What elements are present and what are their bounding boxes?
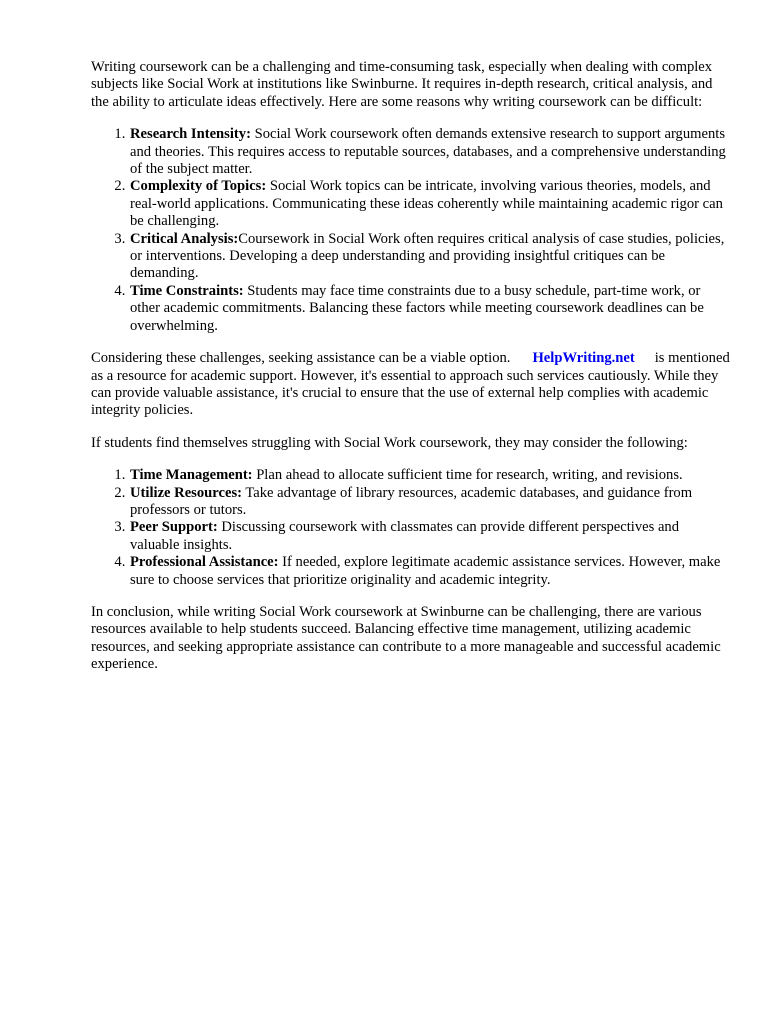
assistance-paragraph bbox=[91, 350, 731, 420]
list-item-text: Social Work coursework often demands extensive research to support arguments and theories. This requires access to reputable sources, databases, and a comprehensive understanding of the subject matter. bbox=[130, 126, 726, 178]
list-item-term: Time Management: bbox=[130, 467, 253, 484]
list-item bbox=[129, 178, 731, 230]
list-item bbox=[129, 554, 731, 589]
assistance-text-before: Considering these challenges, seeking assistance can be a viable option. bbox=[91, 350, 511, 367]
intro-paragraph: Writing coursework can be a challenging and time-consuming task, especially when dealing with complex subjects like Social Work at institutions like Swinburne. It requires in-depth research, critical analysis, and the ability to articulate ideas effectively. Here are some reasons why writing coursework can be difficult: bbox=[91, 59, 713, 110]
list-item-term: Peer Support: bbox=[130, 519, 218, 536]
list-item-term: Complexity of Topics: bbox=[130, 178, 267, 195]
list-item-term: Professional Assistance: bbox=[130, 554, 279, 571]
list-item bbox=[129, 283, 731, 335]
list-item-term: Utilize Resources: bbox=[130, 484, 242, 501]
list-item-text: If needed, explore legitimate academic assistance services. However, make sure to choose services that prioritize originality and academic integrity. bbox=[130, 554, 721, 588]
list-item-text: Plan ahead to allocate sufficient time for research, writing, and revisions. bbox=[252, 467, 683, 484]
tips-list bbox=[91, 467, 731, 589]
list-item-text: Social Work topics can be intricate, involving various theories, models, and real-world applications. Communicating these ideas coherently while maintaining academic rigor can be challenging. bbox=[130, 178, 723, 230]
list-item-text: Take advantage of library resources, academic databases, and guidance from professors or tutors. bbox=[130, 484, 693, 518]
list-item-term: Critical Analysis: bbox=[130, 230, 239, 247]
list-item-text: Discussing coursework with classmates can provide different perspectives and valuable insights. bbox=[130, 519, 680, 553]
helpwriting-link[interactable]: HelpWriting.net bbox=[532, 350, 635, 367]
list-item bbox=[129, 519, 731, 554]
assistance-text-after: is mentioned as a resource for academic support. However, it's essential to approach such services cautiously. While they can provide valuable assistance, it's crucial to ensure that the use of external help complies with academic integrity policies. bbox=[91, 350, 730, 419]
list-item-term: Time Constraints: bbox=[130, 282, 244, 299]
list-item bbox=[129, 467, 731, 484]
conclusion-paragraph: In conclusion, while writing Social Work coursework at Swinburne can be challenging, there are various resources available to help students succeed. Balancing effective time management, utilizing academic resources, and seeking appropriate assistance can contribute to a more manageable and successful academic experience. bbox=[91, 603, 721, 673]
list-item bbox=[129, 231, 731, 283]
list-item bbox=[129, 126, 731, 178]
list-item bbox=[129, 485, 731, 520]
list-item-term: Research Intensity: bbox=[130, 126, 251, 143]
consider-paragraph: If students find themselves struggling with Social Work coursework, they may consider the following: bbox=[91, 434, 688, 451]
document-page bbox=[91, 59, 731, 674]
list-item-text: Students may face time constraints due to a busy schedule, part-time work, or other academic commitments. Balancing these factors while meeting coursework deadlines can be overwhelming. bbox=[130, 282, 704, 334]
list-item-text: Coursework in Social Work often requires critical analysis of case studies, policies, or interventions. Developing a deep understanding and providing insightful critiques can be demanding. bbox=[130, 230, 725, 282]
difficulties-list bbox=[91, 126, 731, 335]
